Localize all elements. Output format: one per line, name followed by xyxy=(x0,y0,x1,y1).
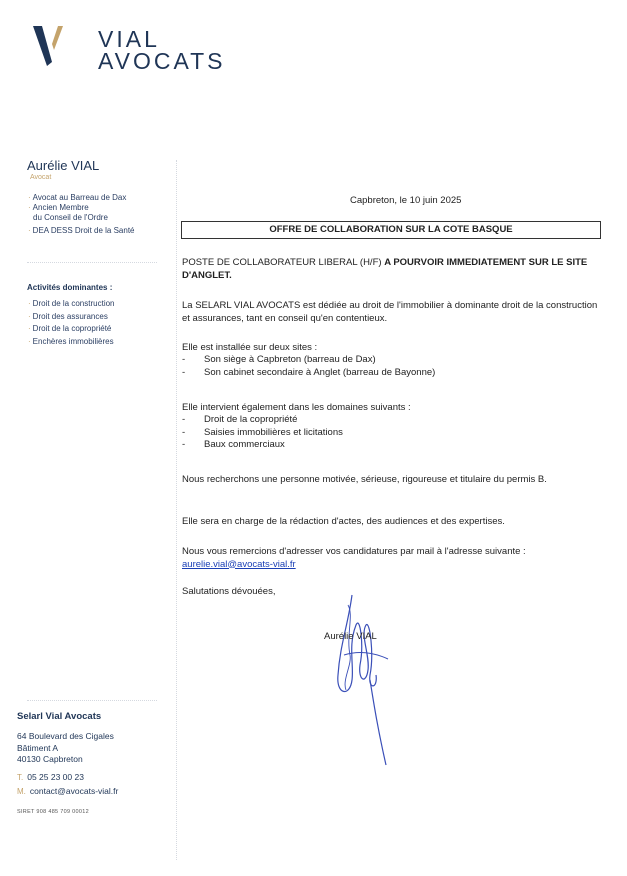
phone-prefix: T. xyxy=(17,773,24,782)
firm-address xyxy=(17,731,114,766)
offer-title: OFFRE DE COLLABORATION SUR LA COTE BASQUE xyxy=(181,221,601,239)
activities-list xyxy=(28,298,115,348)
title-item: · Avocat au Barreau de Dax xyxy=(28,193,127,202)
lawyer-titles-list xyxy=(28,193,135,236)
title-item: · DEA DESS Droit de la Santé xyxy=(28,226,135,235)
activities-heading: Activités dominantes : xyxy=(27,283,113,292)
domains-list xyxy=(182,414,343,452)
address-line: Bâtiment A xyxy=(17,742,59,753)
address-line: 64 Boulevard des Cigales xyxy=(17,731,114,741)
bullet-dot-icon: · xyxy=(28,193,31,202)
list-item: - Son siège à Capbreton (barreau de Dax) xyxy=(182,354,435,367)
bullet-dot-icon: · xyxy=(28,311,31,321)
firm-name: Selarl Vial Avocats xyxy=(17,711,102,722)
handwritten-signature-icon xyxy=(330,585,400,770)
list-item: - Saisies immobilières et licitations xyxy=(182,427,343,440)
firm-email xyxy=(17,786,118,796)
closing-line: Salutations dévouées, xyxy=(182,586,276,597)
sites-heading: Elle est installée sur deux sites : xyxy=(182,342,318,353)
position-bold-text: A POURVOIR IMMEDIATEMENT SUR LE SITE D'ANGLET. xyxy=(182,257,588,281)
phone-number: 05 25 23 00 23 xyxy=(27,772,84,782)
logo-line-1: VIAL xyxy=(98,26,160,52)
domains-heading: Elle intervient également dans les domaines suivants : xyxy=(182,402,411,413)
activity-item: · Droit des assurances xyxy=(28,311,108,321)
activity-item: · Enchères immobilières xyxy=(28,336,114,346)
bullet-dot-icon: · xyxy=(28,203,31,212)
address-line: 40130 Capbreton xyxy=(17,754,83,764)
list-item: - Baux commerciaux xyxy=(182,439,343,452)
list-item: - Droit de la copropriété xyxy=(182,414,343,427)
firm-phone xyxy=(17,772,84,782)
sites-list xyxy=(182,354,435,379)
title-item: du Conseil de l'Ordre xyxy=(33,213,108,222)
activity-item: · Droit de la construction xyxy=(28,299,115,308)
logo-line-2: AVOCATS xyxy=(98,48,226,74)
bullet-dot-icon: · xyxy=(28,226,31,235)
duties-paragraph: Elle sera en charge de la rédaction d'actes, des audiences et des expertises. xyxy=(182,516,505,527)
email-address[interactable]: contact@avocats-vial.fr xyxy=(29,786,119,796)
title-item: · Ancien Membre xyxy=(28,203,89,212)
date-line: Capbreton, le 10 juin 2025 xyxy=(350,195,462,206)
email-prefix: M. xyxy=(17,787,26,796)
letterhead-sidebar xyxy=(0,0,170,876)
intro-paragraph: La SELARL VIAL AVOCATS est dédiée au droit de l'immobilier à dominante droit de la construction et assurances, tant en conseil qu'en contentieux. xyxy=(182,300,598,324)
sidebar-divider xyxy=(27,262,157,263)
bullet-dot-icon: · xyxy=(28,299,31,308)
lawyer-role: Avocat xyxy=(30,174,52,181)
position-text: POSTE DE COLLABORATEUR LIBERAL (H/F) xyxy=(182,257,385,268)
activity-item: · Droit de la copropriété xyxy=(28,324,112,333)
profile-paragraph: Nous recherchons une personne motivée, sérieuse, rigoureuse et titulaire du permis B. xyxy=(182,474,547,485)
apply-email-link[interactable]: aurelie.vial@avocats-vial.fr xyxy=(182,558,296,570)
siret-number: SIRET 908 485 709 00012 xyxy=(17,809,89,815)
vertical-divider xyxy=(176,160,177,860)
list-item: - Son cabinet secondaire à Anglet (barreau de Bayonne) xyxy=(182,367,435,380)
sidebar-divider xyxy=(27,700,157,701)
bullet-dot-icon: · xyxy=(28,336,31,346)
position-paragraph xyxy=(182,257,602,282)
signatory-name: Aurélie VIAL xyxy=(324,631,377,642)
apply-paragraph xyxy=(182,546,602,571)
apply-text: Nous vous remercions d'adresser vos candidatures par mail à l'adresse suivante : xyxy=(182,546,526,557)
bullet-dot-icon: · xyxy=(28,324,31,333)
lawyer-name: Aurélie VIAL xyxy=(27,158,100,173)
